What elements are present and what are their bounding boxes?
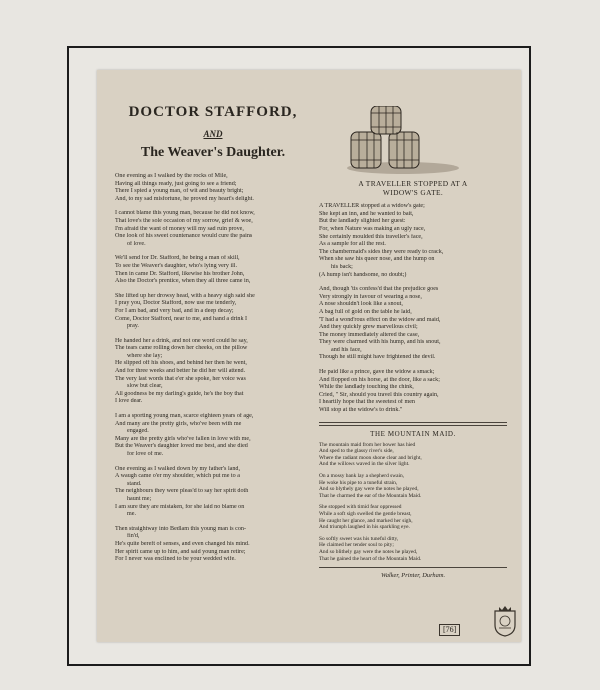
verse-line: She stopped with timid fear oppressed: [319, 504, 402, 511]
verse-line: I am sure they are mistaken, for she laid no blame on: [115, 503, 245, 510]
verse-line: I cannot blame this young man, because he did not know,: [115, 210, 255, 217]
verse-line: There I spied a young man, of wit and beauty bright;: [115, 188, 244, 195]
verse-line: A TRAVELLER stopped at a widow's gate;: [319, 203, 425, 210]
verse-line: They were charmed with his hump, and his snout,: [319, 339, 441, 346]
stanza: [319, 504, 507, 530]
verse-line: slow but clear,: [127, 383, 163, 390]
verse-line: So softly sweet was his tuneful ditty,: [319, 535, 399, 542]
verse-line: To see the Weaver's daughter, who's lying very ill.: [115, 262, 238, 269]
divider-rule: [319, 422, 507, 423]
verse-line: The money immediately altered the case,: [319, 331, 420, 338]
verse-line: On a mossy bank lay a shepherd swain,: [319, 473, 405, 479]
verse-line: Then straightway into Bedlam this young man is con-: [115, 525, 246, 532]
verse-line: But the landlady slighted her guest:: [319, 218, 406, 225]
verse-line: And many are the pretty girls, who've been with me: [115, 420, 242, 427]
verse-line: And sped to the glassy river's side,: [319, 448, 394, 455]
verse-line: He paid like a prince, gave the widow a smack;: [319, 369, 435, 376]
stanza: [115, 526, 311, 564]
verse-line: And flopped on his horse, at the door, like a sack;: [319, 376, 440, 383]
verse-line: For, when Nature was making an ugly race,: [319, 225, 426, 232]
verse-line: Though he still might have frightened the devil.: [319, 354, 436, 361]
verse-line: All goodness be my darling's guide, he's the boy that: [115, 390, 244, 397]
verse-line: engaged.: [127, 428, 149, 435]
mountain-maid-stanzas: [319, 442, 507, 563]
verse-line: and his face,: [331, 346, 362, 353]
stanza: [115, 173, 311, 203]
verse-line: He handed her a drink, and not one word could he say,: [115, 337, 248, 344]
verse-line: He claimed her tender soul to pity;: [319, 542, 394, 549]
verse-line: He caught her glance, and marked her sigh,: [319, 517, 413, 524]
verse-line: of love.: [127, 240, 146, 247]
divider-rule: [319, 567, 507, 568]
verse-line: And so blithely gay were the notes he played,: [319, 548, 418, 555]
stanza: [115, 413, 311, 459]
verse-line: Having all things ready, just going to see a friend;: [115, 180, 237, 187]
traveller-title-line1: A TRAVELLER STOPPED AT A: [358, 179, 468, 188]
verse-line: And they quickly grew marvellous civil;: [319, 324, 418, 331]
verse-line: As a sample for all the rest.: [319, 241, 386, 248]
traveller-stanzas: [319, 203, 507, 414]
stanza: [319, 369, 507, 415]
verse-line: Also the Doctor's prentice, when they all three came in,: [115, 278, 251, 285]
verse-line: He slipped off his shoes, and behind her then he went,: [115, 360, 247, 367]
verse-line: Come, Doctor Stafford, near to me, and hand a drink I: [115, 315, 248, 322]
verse-line: The very last words that e'er she spoke, her voice was: [115, 375, 246, 382]
verse-line: I pray you, Doctor Stafford, now use me tenderly,: [115, 300, 237, 307]
printer-imprint: Walker, Printer, Durham.: [380, 572, 446, 580]
verse-line: fin'd,: [127, 533, 140, 540]
stanza: [115, 293, 311, 331]
verse-line: That he gained the heart of the Mountain Maid.: [319, 555, 422, 562]
verse-line: Many are the pretty girls who've fallen in love with me,: [115, 435, 251, 442]
broadside-sheet: [97, 70, 521, 642]
stanza: [319, 442, 507, 468]
ballad-subtitle: The Weaver's Daughter.: [140, 145, 286, 160]
barrels-woodcut: [343, 106, 463, 176]
verse-line: me.: [127, 511, 136, 518]
verse-line: haunt me;: [127, 495, 152, 502]
verse-line: I'm afraid the want of money will my sad ruin prove,: [115, 225, 244, 232]
mountain-maid-title: THE MOUNTAIN MAID.: [370, 429, 456, 438]
verse-line: I love dear.: [115, 398, 143, 405]
verse-line: And for three weeks and better he did her will attend.: [115, 368, 246, 375]
verse-line: And triumph laughed in his sparkling eye.: [319, 524, 410, 531]
verse-line: And, though 'tis confess'd that the prejudice goes: [319, 286, 439, 293]
verse-line: 'T had a wond'rous effect on the widow and maid,: [319, 316, 441, 323]
verse-line: Her spirit came up to him, and said young man retire;: [115, 548, 246, 555]
verse-line: Where the radiant moon shone clear and bright,: [319, 454, 422, 461]
traveller-title: [319, 180, 507, 197]
verse-line: For I never was enclined to be your wedded wife.: [115, 556, 236, 563]
verse-line: I heartily hope that the sweetest of men: [319, 399, 415, 406]
verse-line: I am a sporting young man, scarce eighteen years of age,: [115, 413, 254, 420]
left-stanzas: [115, 173, 311, 564]
traveller-title-line2: WIDOW'S GATE.: [382, 187, 444, 197]
verse-line: Then in came Dr. Stafford, likewise his brother John,: [115, 270, 245, 277]
verse-line: A waugh came o'er my shoulder, which put me to a: [115, 473, 240, 480]
stanza: [115, 466, 311, 519]
verse-line: He's quite bereft of senses, and even changed his mind.: [115, 540, 250, 547]
verse-line: And, to my sad misfortune, he proved my heart's delight.: [115, 195, 254, 202]
stanza: [115, 210, 311, 248]
verse-line: When she saw his queer nose, and the hump on: [319, 256, 435, 263]
verse-line: And the willows waved in the silver light.: [319, 461, 410, 468]
verse-line: The tears came rolling down her cheeks, on the pillow: [115, 345, 248, 352]
right-column: [319, 106, 507, 579]
stanza: [319, 473, 507, 499]
sheet-number: [76]: [439, 624, 460, 636]
verse-line: And so blythely gay were the notes he played,: [319, 486, 419, 493]
verse-line: While a soft sigh swelled the gentle breast,: [319, 510, 412, 517]
verse-line: for love of me.: [127, 451, 164, 457]
verse-line: where she lay;: [127, 352, 163, 359]
verse-line: She certainly moulded this traveller's face,: [319, 233, 423, 240]
verse-line: The neighbours they were pleas'd to say her spirit doth: [115, 488, 249, 495]
verse-line: his back;: [331, 263, 353, 270]
verse-line: While the landlady touching the chink,: [319, 384, 414, 391]
verse-line: She kept an inn, and he wanted to bait,: [319, 210, 414, 217]
verse-line: The chambermaid's sides they were ready to crack,: [319, 248, 444, 255]
verse-line: Cried, " Sir, should you travel this country again,: [319, 391, 439, 398]
verse-line: The mountain maid from her bower has hied: [319, 441, 416, 448]
verse-line: That love's the sole occasion of my sorrow, grief & woe,: [115, 217, 253, 224]
ballad-title: DOCTOR STAFFORD,: [128, 104, 298, 120]
stanza: [319, 536, 507, 562]
verse-line: One look of his sweet countenance would cure the pains: [115, 233, 253, 240]
verse-line: Will stop at the widow's to drink.": [319, 407, 403, 414]
verse-line: pray.: [127, 323, 139, 330]
verse-line: stand.: [127, 480, 142, 487]
verse-line: But the Weaver's daughter loved me best, and she died: [115, 443, 248, 450]
verse-line: One evening as I walked down by my father's land,: [115, 465, 240, 472]
stanza: [115, 255, 311, 285]
stanza: [319, 286, 507, 362]
verse-line: We'll send for Dr. Stafford, he being a man of skill,: [115, 255, 240, 262]
verse-line: Very strongly in favour of wearing a nose,: [319, 293, 422, 300]
verse-line: He woke his pipe to a tuneful strain,: [319, 479, 398, 486]
verse-line: (A hump isn't handsome, no doubt;): [319, 271, 407, 278]
verse-line: She lifted up her drowsy head, with a heavy sigh said she: [115, 292, 255, 299]
stanza: [115, 338, 311, 406]
stanza: [319, 203, 507, 279]
divider-rule: [319, 425, 507, 426]
verse-line: One evening as I walked by the rocks of Mile,: [115, 173, 228, 179]
left-column: [115, 98, 311, 571]
verse-line: A bag full of gold on the table he laid,: [319, 308, 412, 315]
verse-line: A nose shouldn't look like a snout,: [319, 301, 403, 308]
ballad-title-and: AND: [203, 129, 223, 139]
verse-line: For I am bad, and very bad, and in a deep decay;: [115, 307, 234, 314]
verse-line: That he charmed the ear of the Mountain Maid.: [319, 492, 422, 499]
library-stamp: [492, 605, 518, 637]
